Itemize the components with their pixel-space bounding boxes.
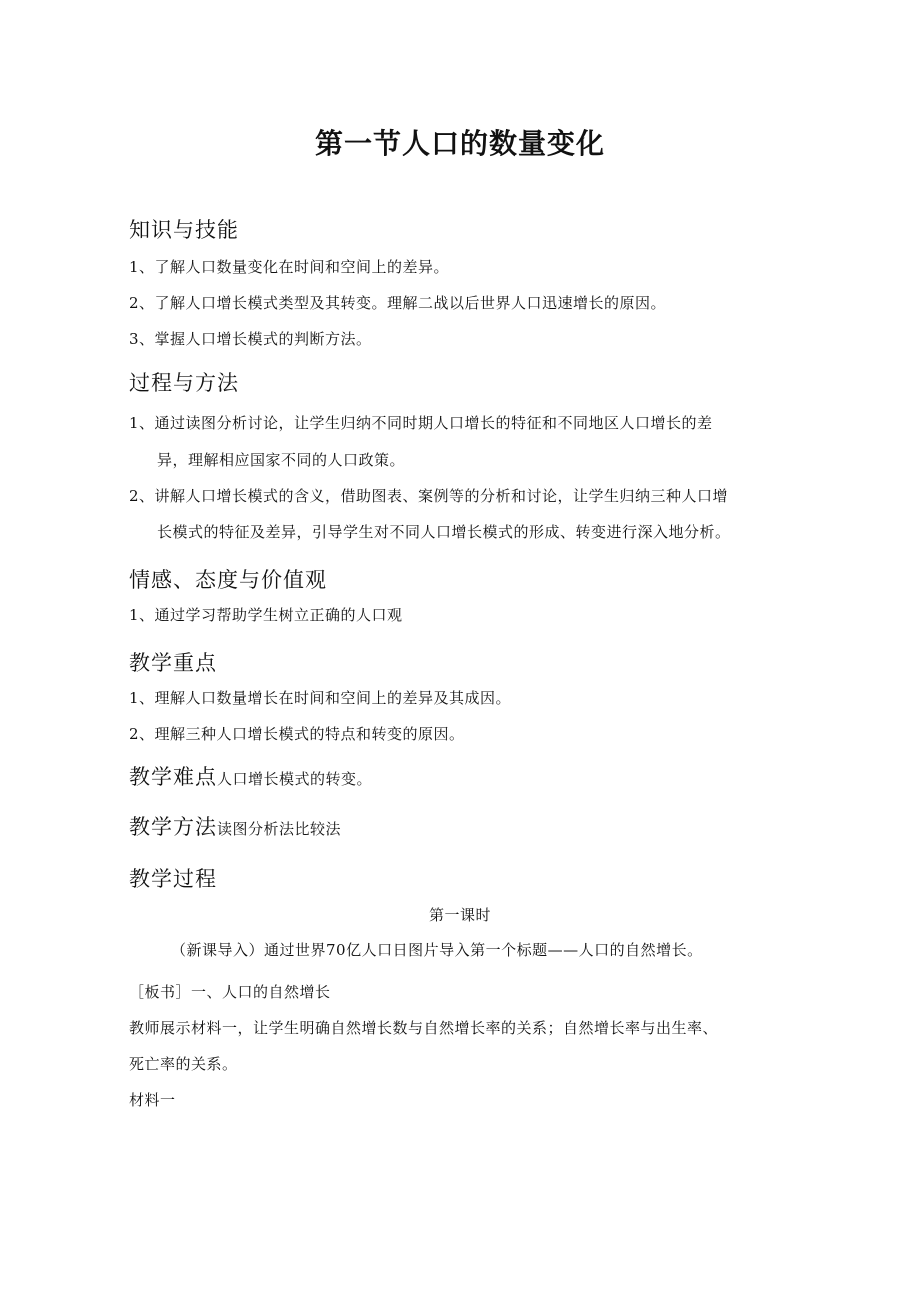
heading-method: 教学方法 <box>129 815 217 839</box>
method-text: 读图分析法比较法 <box>217 820 342 838</box>
heading-difficulty: 教学难点 <box>129 765 217 789</box>
process-item-2-line-2: 长模式的特征及差异，引导学生对不同人口增长模式的形成、转变进行深入地分析。 <box>157 523 731 541</box>
difficulty-text: 人口增长模式的转变。 <box>217 770 373 788</box>
difficulty-line <box>129 761 372 791</box>
heading-process: 过程与方法 <box>129 371 239 395</box>
board-note: ［板书］一、人口的自然增长 <box>129 983 331 1001</box>
emotion-item-1: 1、通过学习帮助学生树立正确的人口观 <box>129 606 403 624</box>
knowledge-item-2: 2、了解人口增长模式类型及其转变。理解二战以后世界人口迅速增长的原因。 <box>129 294 667 312</box>
lesson-label: 第一课时 <box>428 906 491 924</box>
heading-teaching-process: 教学过程 <box>129 867 217 891</box>
process-item-1-line-1: 1、通过读图分析讨论，让学生归纳不同时期人口增长的特征和不同地区人口增长的差 <box>129 414 713 432</box>
knowledge-item-1: 1、了解人口数量变化在时间和空间上的差异。 <box>129 258 450 276</box>
paragraph-line-1: 教师展示材料一，让学生明确自然增长数与自然增长率的关系；自然增长率与出生率、 <box>129 1019 719 1037</box>
heading-knowledge: 知识与技能 <box>129 218 239 242</box>
paragraph-line-2: 死亡率的关系。 <box>129 1055 238 1073</box>
method-line <box>129 811 341 841</box>
material-label: 材料一 <box>129 1091 176 1109</box>
process-item-1-line-2: 异，理解相应国家不同的人口政策。 <box>157 451 406 469</box>
process-item-2-line-1: 2、讲解人口增长模式的含义，借助图表、案例等的分析和讨论，让学生归纳三种人口增 <box>129 487 729 505</box>
key-point-1: 1、理解人口数量增长在时间和空间上的差异及其成因。 <box>129 689 512 707</box>
knowledge-item-3: 3、掌握人口增长模式的判断方法。 <box>129 330 372 348</box>
heading-emotion: 情感、态度与价值观 <box>129 568 327 592</box>
page-title: 第一节人口的数量变化 <box>314 127 605 160</box>
heading-key-points: 教学重点 <box>129 651 217 675</box>
intro-paragraph: （新课导入）通过世界70亿人口日图片导入第一个标题——人口的自然增长。 <box>171 941 703 959</box>
key-point-2: 2、理解三种人口增长模式的特点和转变的原因。 <box>129 725 465 743</box>
